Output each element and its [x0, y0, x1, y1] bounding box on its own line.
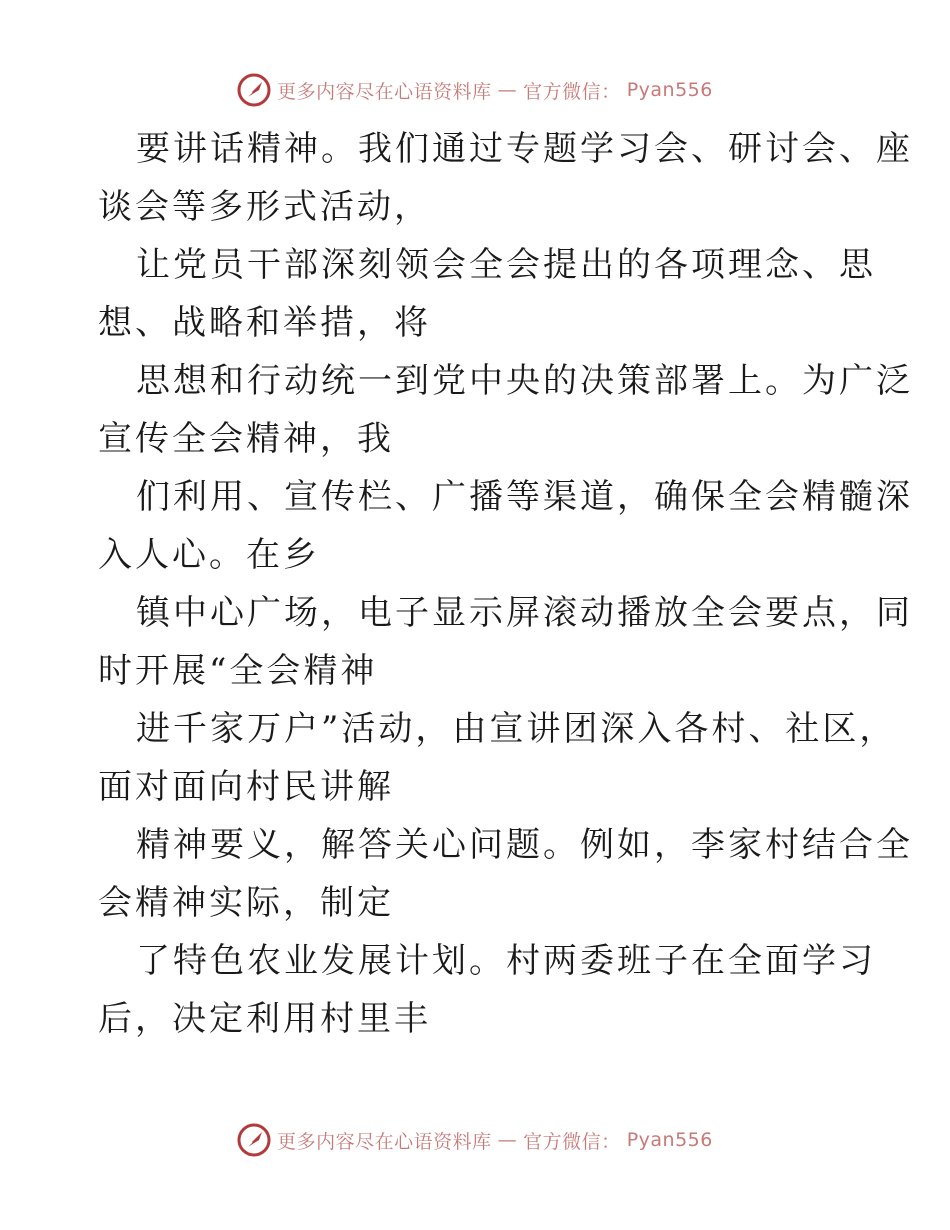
paragraph-line: 精神要义，解答关心问题。例如，李家村结合全 [136, 825, 913, 865]
watermark-account: Pyan556 [626, 1129, 713, 1151]
watermark-wechat-label: 官方微信： [523, 1130, 621, 1153]
paragraph-line: 想、战略和举措，将 [98, 303, 431, 343]
paragraph-line: 后，决定利用村里丰 [98, 999, 431, 1039]
quill-pen-logo-icon [237, 73, 271, 107]
paragraph-line: 宣传全会精神，我 [98, 419, 394, 459]
paragraph-line: 时开展“全会精神 [98, 651, 378, 691]
watermark-account: Pyan556 [626, 79, 713, 101]
watermark-wechat-label: 官方微信： [523, 80, 621, 103]
paragraph-line: 谈会等多形式活动， [98, 187, 431, 227]
paragraph-7 [98, 816, 913, 932]
watermark-dash: — [497, 79, 518, 101]
paragraph-line: 让党员干部深刻领会全会提出的各项理念、思 [136, 245, 876, 285]
paragraph-line: 思想和行动统一到党中央的决策部署上。为广泛 [136, 361, 913, 401]
paragraph-line: 面对面向村民讲解 [98, 767, 394, 807]
paragraph-5 [98, 584, 913, 700]
paragraph-line: 镇中心广场，电子显示屏滚动播放全会要点，同 [136, 593, 913, 633]
watermark-group [237, 73, 713, 107]
header-watermark [0, 70, 950, 110]
paragraph-2 [98, 236, 876, 352]
watermark-brand: 更多内容尽在心语资料库 [277, 80, 492, 103]
paragraph-1 [98, 120, 913, 236]
watermark-group [237, 1123, 713, 1157]
paragraph-4 [98, 468, 913, 584]
paragraph-line: 们利用、宣传栏、广播等渠道，确保全会精髓深 [136, 477, 913, 517]
paragraph-line: 进千家万户”活动，由宣讲团深入各村、社区， [136, 709, 897, 749]
watermark-brand: 更多内容尽在心语资料库 [277, 1130, 492, 1153]
paragraph-3 [98, 352, 913, 468]
paragraph-line: 会精神实际，制定 [98, 883, 394, 923]
document-body [98, 120, 913, 1048]
watermark-dash: — [497, 1129, 518, 1151]
paragraph-line: 要讲话精神。我们通过专题学习会、研讨会、座 [136, 129, 913, 169]
paragraph-line: 入人心。在乡 [98, 535, 320, 575]
paragraph-6 [98, 700, 897, 816]
paragraph-line: 了特色农业发展计划。村两委班子在全面学习 [136, 941, 876, 981]
paragraph-8 [98, 932, 876, 1048]
quill-pen-logo-icon [237, 1123, 271, 1157]
footer-watermark [0, 1120, 950, 1160]
